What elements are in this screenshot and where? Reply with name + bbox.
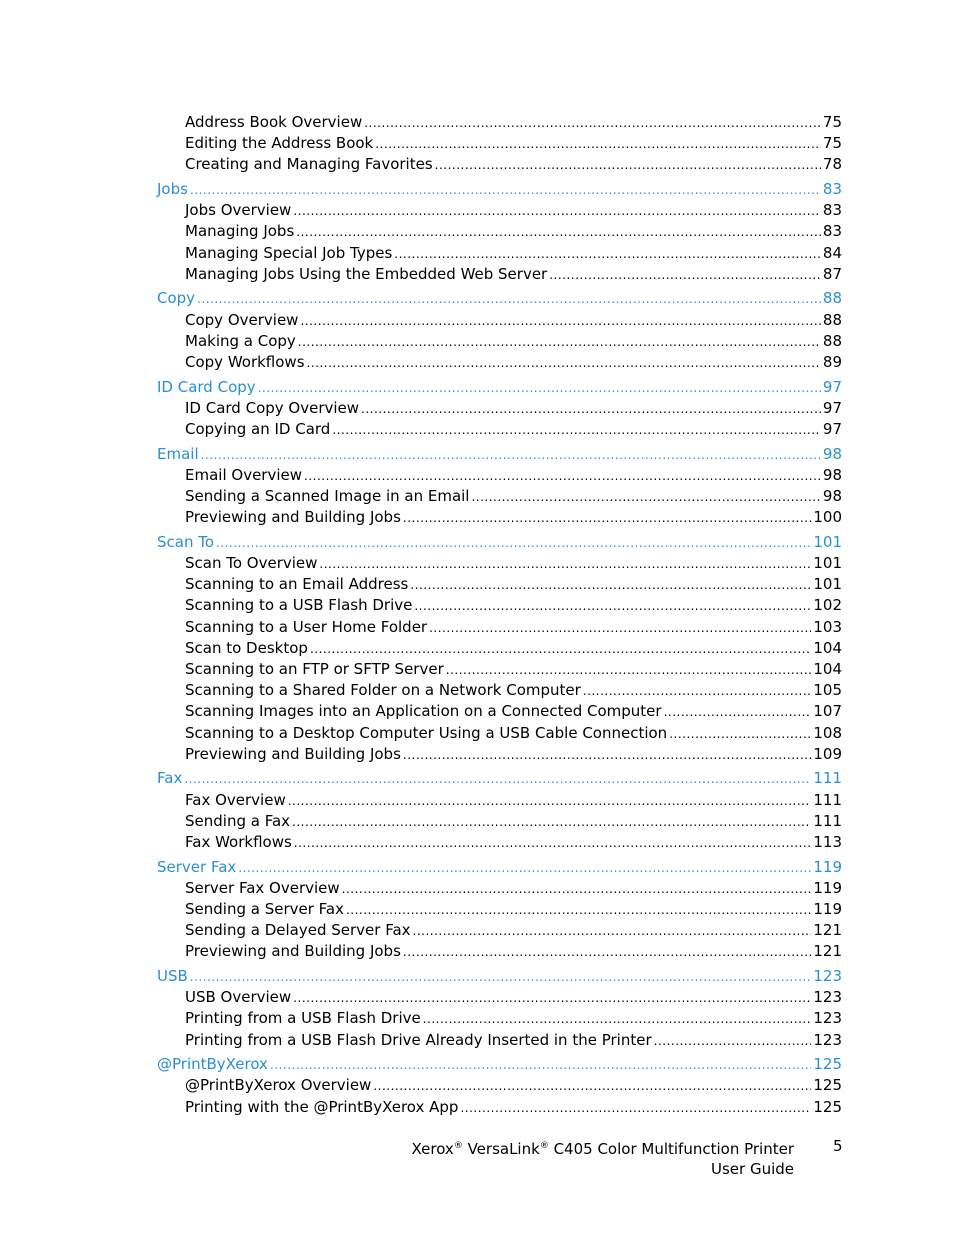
toc-entry-title: Server Fax <box>157 857 237 876</box>
dot-leader <box>296 222 821 242</box>
toc-entry-page: 121 <box>813 942 842 961</box>
toc-entry-page: 83 <box>822 222 842 241</box>
toc-entry-page: 125 <box>813 1097 842 1116</box>
toc-entry-page: 107 <box>813 702 842 721</box>
dot-leader <box>332 420 821 440</box>
toc-entry-page: 111 <box>813 769 842 788</box>
toc-entry <box>157 617 842 638</box>
toc-entry-title: Managing Jobs Using the Embedded Web Server <box>185 264 548 283</box>
toc-entry-title: Jobs Overview <box>185 201 292 220</box>
toc-entry <box>157 221 842 242</box>
toc-entry <box>157 1030 842 1051</box>
toc-entry-title: Printing from a USB Flash Drive Already Inserted in the Printer <box>185 1030 652 1049</box>
toc-entry-title: Server Fax Overview <box>185 878 340 897</box>
toc-entry <box>157 507 842 528</box>
toc-entry-page: 111 <box>813 811 842 830</box>
toc-entry-page: 105 <box>813 681 842 700</box>
dot-leader <box>288 791 812 811</box>
dot-leader <box>429 618 811 638</box>
toc-section-link[interactable] <box>157 532 842 553</box>
toc-entry-page: 97 <box>822 377 842 396</box>
toc-entry-title: Copying an ID Card <box>185 420 331 439</box>
toc-entry-page: 111 <box>813 790 842 809</box>
toc-entry <box>157 744 842 765</box>
dot-leader <box>319 554 811 574</box>
toc-entry-page: 89 <box>822 353 842 372</box>
dot-leader <box>375 134 821 154</box>
toc-entry-title: USB <box>157 967 188 986</box>
dot-leader <box>190 967 812 987</box>
dot-leader <box>197 289 821 309</box>
toc-entry <box>157 659 842 680</box>
toc-entry-title: Scanning to a USB Flash Drive <box>185 596 413 615</box>
dot-leader <box>310 639 811 659</box>
toc-entry-title: Sending a Delayed Server Fax <box>185 921 411 940</box>
dot-leader <box>669 724 811 744</box>
toc-entry-page: 98 <box>822 487 842 506</box>
dot-leader <box>423 1009 812 1029</box>
toc-entry-title: Email Overview <box>185 465 303 484</box>
toc-entry-title: Jobs <box>157 180 188 198</box>
toc-entry-page: 87 <box>822 264 842 283</box>
toc-entry-title: Copy Workflows <box>185 353 305 372</box>
dot-leader <box>190 180 821 200</box>
footer-product-line <box>412 1136 794 1159</box>
dot-leader <box>664 702 812 722</box>
dot-leader <box>403 942 811 962</box>
toc-entry-title: Scan To <box>157 532 215 551</box>
toc-section-link[interactable] <box>157 966 842 987</box>
toc-entry-title: Previewing and Building Jobs <box>185 744 401 763</box>
dot-leader <box>294 833 812 853</box>
toc-entry-page: 119 <box>813 878 842 897</box>
dot-leader <box>471 487 820 507</box>
page-number: 5 <box>833 1137 843 1155</box>
dot-leader <box>413 921 812 941</box>
brand-xerox: Xerox <box>411 1140 454 1158</box>
toc-entry-page: 88 <box>822 331 842 350</box>
dot-leader <box>361 399 821 419</box>
dot-leader <box>364 113 821 133</box>
dot-leader <box>307 353 821 373</box>
dot-leader <box>373 1076 811 1096</box>
toc-entry-page: 109 <box>813 744 842 763</box>
brand-versalink: VersaLink <box>462 1140 540 1158</box>
toc-entry-page: 101 <box>813 575 842 594</box>
toc-entry-title: USB Overview <box>185 988 292 1007</box>
toc-entry <box>157 638 842 659</box>
toc-entry-title: ID Card Copy Overview <box>185 398 360 417</box>
toc-entry-page: 103 <box>813 617 842 636</box>
footer-guide: User Guide <box>710 1160 794 1178</box>
toc-entry <box>157 553 842 574</box>
toc-entry-title: Managing Jobs <box>185 222 295 241</box>
toc-entry-title: Scanning Images into an Application on a Connected Computer <box>185 702 662 721</box>
toc-entry-page: 101 <box>813 532 842 551</box>
toc-entry-page: 88 <box>822 310 842 329</box>
toc-entry <box>157 1008 842 1029</box>
dot-leader <box>654 1031 812 1051</box>
toc-entry <box>157 680 842 701</box>
toc-entry-title: Email <box>157 444 199 463</box>
dot-leader <box>446 660 812 680</box>
toc-entry-title: Sending a Scanned Image in an Email <box>185 487 470 506</box>
toc-entry-page: 123 <box>813 967 842 986</box>
dot-leader <box>298 332 821 352</box>
product-name: C405 Color Multifunction Printer <box>548 1140 794 1158</box>
toc-entry <box>157 486 842 507</box>
dot-leader <box>414 596 811 616</box>
toc-entry-title: @PrintByXerox Overview <box>185 1076 372 1095</box>
toc-entry <box>157 987 842 1008</box>
toc-entry <box>157 790 842 811</box>
toc-entry <box>157 154 842 175</box>
toc-entry-title: ID Card Copy <box>157 377 256 396</box>
dot-leader <box>549 265 821 285</box>
toc-entry <box>157 243 842 264</box>
dot-leader <box>293 988 811 1008</box>
toc-entry <box>157 595 842 616</box>
toc-entry <box>157 419 842 440</box>
toc-entry-page: 113 <box>813 833 842 852</box>
toc-entry <box>157 899 842 920</box>
toc-section-link[interactable] <box>157 288 842 309</box>
toc-section-link[interactable] <box>157 377 842 398</box>
toc-section-link[interactable] <box>157 444 842 465</box>
dot-leader <box>346 900 811 920</box>
toc-entry-title: Printing from a USB Flash Drive <box>185 1009 421 1028</box>
registered-mark: ® <box>453 1141 463 1151</box>
toc-entry-title: Address Book Overview <box>185 113 363 131</box>
toc-entry-page: 84 <box>822 243 842 262</box>
toc-entry <box>157 574 842 595</box>
toc-entry-title: Managing Special Job Types <box>185 243 393 262</box>
toc-entry-page: 98 <box>822 444 842 463</box>
toc-entry-page: 104 <box>813 660 842 679</box>
toc-entry-title: Making a Copy <box>185 331 296 350</box>
toc-entry <box>157 264 842 285</box>
toc-entry-page: 83 <box>822 180 842 198</box>
toc-entry-title: Previewing and Building Jobs <box>185 942 401 961</box>
toc-entry <box>157 878 842 899</box>
toc-entry <box>157 310 842 331</box>
toc-entry-title: Copy Overview <box>185 310 299 329</box>
toc-entry-page: 98 <box>822 465 842 484</box>
toc-entry-page: 88 <box>822 289 842 308</box>
toc-entry-page: 75 <box>822 113 842 131</box>
dot-leader <box>292 812 811 832</box>
toc-entry-title: Creating and Managing Favorites <box>185 155 433 174</box>
toc-entry <box>157 331 842 352</box>
dot-leader <box>258 378 821 398</box>
dot-leader <box>394 244 821 264</box>
toc-entry-title: Fax Workflows <box>185 833 292 852</box>
toc-entry-title: @PrintByXerox <box>157 1055 268 1074</box>
toc-entry-page: 104 <box>813 638 842 657</box>
toc-section-link[interactable] <box>157 768 842 789</box>
dot-leader <box>300 311 820 331</box>
toc-entry-title: Printing with the @PrintByXerox App <box>185 1097 459 1116</box>
toc-entry <box>157 112 842 133</box>
dot-leader <box>435 155 821 175</box>
toc-entry-title: Previewing and Building Jobs <box>185 508 401 527</box>
toc-entry-page: 125 <box>813 1076 842 1095</box>
toc-entry-title: Copy <box>157 289 196 308</box>
toc-entry-page: 83 <box>822 201 842 220</box>
toc-entry-title: Scanning to an Email Address <box>185 575 409 594</box>
toc-entry-page: 119 <box>813 900 842 919</box>
table-of-contents <box>157 112 842 1118</box>
toc-entry <box>157 1097 842 1118</box>
toc-entry-title: Sending a Fax <box>185 811 291 830</box>
toc-entry <box>157 1075 842 1096</box>
toc-entry <box>157 941 842 962</box>
dot-leader <box>201 445 821 465</box>
toc-entry <box>157 465 842 486</box>
registered-mark: ® <box>539 1141 549 1151</box>
dot-leader <box>304 466 821 486</box>
toc-entry <box>157 701 842 722</box>
toc-entry-page: 121 <box>813 921 842 940</box>
toc-entry-page: 75 <box>822 134 842 153</box>
toc-entry <box>157 723 842 744</box>
toc-entry-page: 102 <box>813 596 842 615</box>
dot-leader <box>238 858 811 878</box>
footer <box>412 1136 794 1179</box>
dot-leader <box>216 533 811 553</box>
toc-entry-page: 123 <box>813 988 842 1007</box>
dot-leader <box>403 508 811 528</box>
toc-entry-title: Scanning to an FTP or SFTP Server <box>185 660 444 679</box>
dot-leader <box>293 201 821 221</box>
dot-leader <box>270 1055 811 1075</box>
toc-entry-title: Scanning to a Shared Folder on a Network Computer <box>185 681 581 700</box>
dot-leader <box>460 1098 811 1118</box>
toc-section-link[interactable] <box>157 857 842 878</box>
toc-entry-title: Scanning to a Desktop Computer Using a USB Cable Connection <box>185 723 668 742</box>
toc-entry-title: Fax <box>157 769 183 788</box>
toc-entry-title: Scan to Desktop <box>185 638 308 657</box>
dot-leader <box>410 575 811 595</box>
toc-section-link[interactable] <box>157 1054 842 1075</box>
toc-entry-title: Scan To Overview <box>185 554 318 573</box>
toc-entry-title: Scanning to a User Home Folder <box>185 617 428 636</box>
toc-entry-title: Sending a Server Fax <box>185 900 344 919</box>
toc-entry-title: Fax Overview <box>185 790 286 809</box>
toc-entry <box>157 200 842 221</box>
toc-entry <box>157 352 842 373</box>
toc-entry <box>157 811 842 832</box>
dot-leader <box>342 879 812 899</box>
dot-leader <box>184 769 811 789</box>
toc-entry-page: 97 <box>822 420 842 439</box>
toc-entry-page: 101 <box>813 554 842 573</box>
toc-section-link[interactable] <box>157 179 842 200</box>
toc-entry-page: 119 <box>813 857 842 876</box>
toc-entry <box>157 832 842 853</box>
toc-entry-page: 97 <box>822 398 842 417</box>
toc-entry-page: 123 <box>813 1030 842 1049</box>
dot-leader <box>583 681 812 701</box>
toc-entry <box>157 398 842 419</box>
toc-entry-title: Editing the Address Book <box>185 134 374 153</box>
toc-entry-page: 125 <box>813 1055 842 1074</box>
dot-leader <box>403 745 811 765</box>
toc-entry-page: 123 <box>813 1009 842 1028</box>
toc-entry-page: 78 <box>822 155 842 174</box>
toc-entry-page: 100 <box>813 508 842 527</box>
toc-entry <box>157 920 842 941</box>
toc-entry-page: 108 <box>813 723 842 742</box>
toc-entry <box>157 133 842 154</box>
